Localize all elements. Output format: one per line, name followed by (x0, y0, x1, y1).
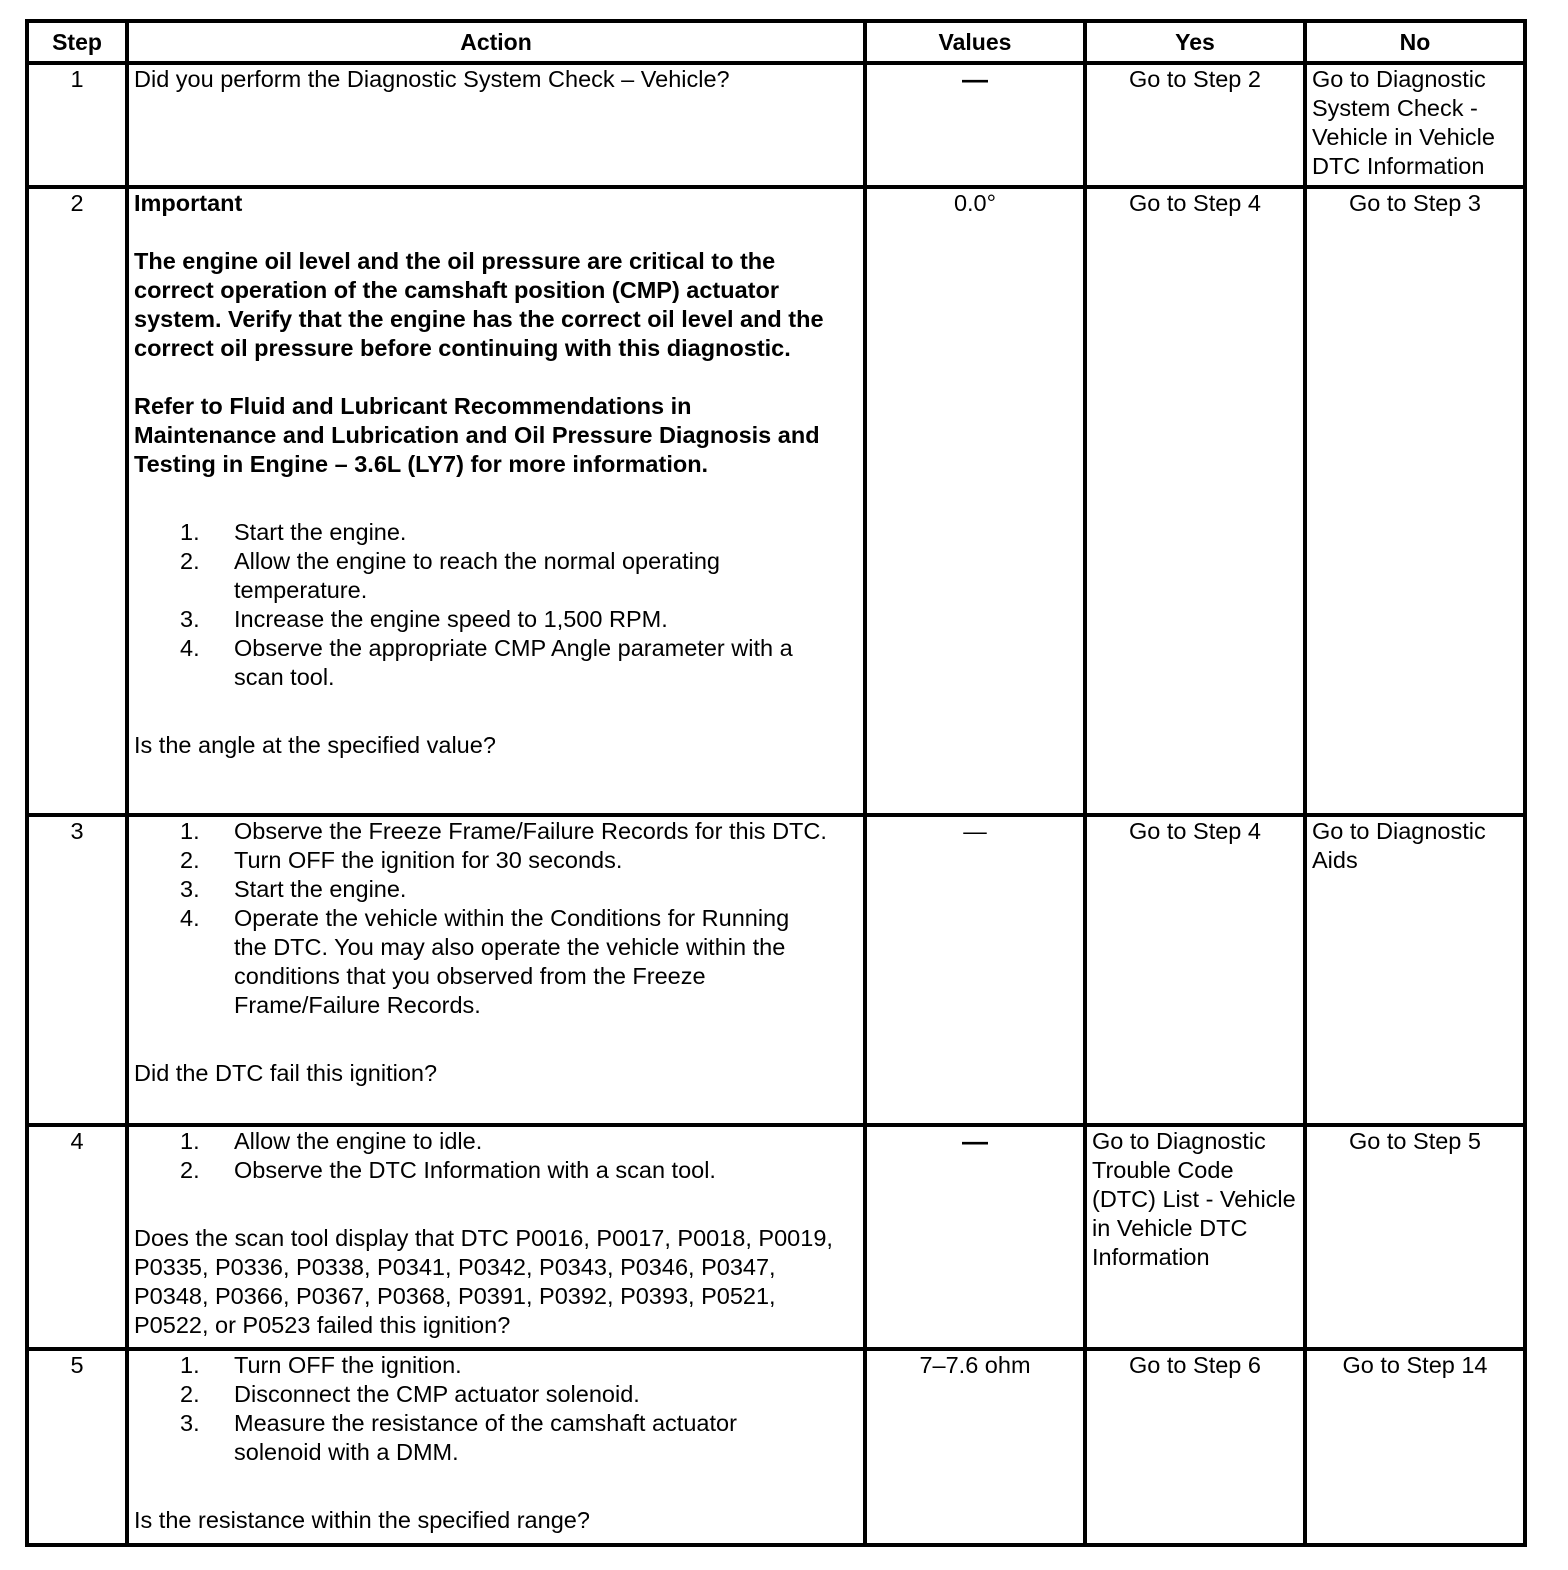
list-item: 2. Allow the engine to reach the normal operating temperature. (180, 548, 720, 603)
no-link[interactable]: Go to Diagnostic Aids (1312, 818, 1486, 873)
action-cell (127, 1125, 865, 1349)
value-text: 0.0° (953, 190, 997, 216)
no-cell (1305, 1349, 1525, 1545)
important-paragraph: Refer to Fluid and Lubricant Recommendations in Maintenance and Lubrication and Oil Pressure Diagnosis and Testing in Engine – 3.6L (LY7) for more information. (134, 393, 820, 477)
value-text: — (962, 1126, 988, 1156)
header-step: Step (27, 21, 127, 63)
no-link[interactable]: Go to Step 3 (1349, 190, 1481, 216)
table-row (27, 187, 1525, 815)
action-cell (127, 1349, 865, 1545)
action-cell (127, 815, 865, 1125)
list-item: 2. Disconnect the CMP actuator solenoid. (180, 1381, 640, 1407)
action-cell (127, 63, 865, 187)
yes-cell (1085, 815, 1305, 1125)
no-cell (1305, 63, 1525, 187)
step-number: 4 (27, 1125, 127, 1349)
header-values: Values (865, 21, 1085, 63)
table-row (27, 815, 1525, 1125)
step-number: 1 (27, 63, 127, 187)
no-cell (1305, 815, 1525, 1125)
substep-list (134, 817, 858, 1020)
important-paragraph: The engine oil level and the oil pressure are critical to the correct operation of the camshaft position (CMP) actuator system. Verify that the engine has the correct oil level and the correct oil pressure before continuing with this diagnostic. (134, 248, 824, 361)
value-text: — (962, 64, 988, 94)
table-row (27, 63, 1525, 187)
step-number: 2 (27, 187, 127, 815)
list-item: 4. Observe the appropriate CMP Angle parameter with a scan tool. (180, 635, 793, 690)
action-question: Is the angle at the specified value? (134, 732, 496, 758)
header-action: Action (127, 21, 865, 63)
table-row (27, 1349, 1525, 1545)
no-link[interactable]: Go to Diagnostic System Check - Vehicle in Vehicle DTC Information (1312, 66, 1495, 179)
substep-list (134, 1351, 858, 1467)
yes-link[interactable]: Go to Step 4 (1129, 818, 1261, 844)
substep-list (134, 518, 858, 692)
action-question: Is the resistance within the specified range? (134, 1507, 590, 1533)
yes-cell (1085, 187, 1305, 815)
no-link[interactable]: Go to Step 5 (1349, 1128, 1481, 1154)
action-cell (127, 187, 865, 815)
list-item: 1. Turn OFF the ignition. (180, 1352, 462, 1378)
no-link[interactable]: Go to Step 14 (1342, 1352, 1488, 1378)
list-item: 2. Turn OFF the ignition for 30 seconds. (180, 847, 623, 873)
yes-cell (1085, 1125, 1305, 1349)
header-row (27, 21, 1525, 63)
step-number: 3 (27, 815, 127, 1125)
list-item: 1. Allow the engine to idle. (180, 1128, 483, 1154)
list-item: 3. Start the engine. (180, 876, 407, 902)
action-question: Does the scan tool display that DTC P0016, P0017, P0018, P0019, P0335, P0336, P0338, P0341, P0342, P0343, P0346, P0347, P0348, P0366, P0367, P0368, P0391, P0392, P0393, P0521, P0522, or P0523 failed this ignition? (134, 1225, 833, 1338)
header-yes: Yes (1085, 21, 1305, 63)
list-item: 3. Measure the resistance of the camshaft actuator solenoid with a DMM. (180, 1410, 737, 1465)
yes-cell (1085, 63, 1305, 187)
list-item: 3. Increase the engine speed to 1,500 RPM. (180, 606, 668, 632)
action-question: Did you perform the Diagnostic System Check – Vehicle? (134, 66, 730, 92)
table-row (27, 1125, 1525, 1349)
no-cell (1305, 1125, 1525, 1349)
no-cell (1305, 187, 1525, 815)
list-item: 2. Observe the DTC Information with a scan tool. (180, 1157, 716, 1183)
value-cell (865, 815, 1085, 1125)
value-cell (865, 63, 1085, 187)
yes-cell (1085, 1349, 1305, 1545)
value-text: — (963, 818, 987, 844)
step-number: 5 (27, 1349, 127, 1545)
yes-link[interactable]: Go to Step 4 (1129, 190, 1261, 216)
value-text: 7–7.6 ohm (919, 1352, 1031, 1378)
value-cell (865, 187, 1085, 815)
value-cell (865, 1349, 1085, 1545)
diagnostic-table (25, 19, 1527, 1547)
substep-list (134, 1127, 858, 1185)
yes-link[interactable]: Go to Step 6 (1129, 1352, 1261, 1378)
list-item: 4. Operate the vehicle within the Conditions for Running the DTC. You may also operate the vehicle within the conditions that you observed from the Freeze Frame/Failure Records. (180, 905, 790, 1018)
header-no: No (1305, 21, 1525, 63)
yes-link[interactable]: Go to Step 2 (1129, 66, 1261, 92)
important-title: Important (134, 190, 243, 216)
action-question: Did the DTC fail this ignition? (134, 1060, 438, 1086)
list-item: 1. Observe the Freeze Frame/Failure Records for this DTC. (180, 818, 827, 844)
value-cell (865, 1125, 1085, 1349)
list-item: 1. Start the engine. (180, 519, 407, 545)
yes-link[interactable]: Go to Diagnostic Trouble Code (DTC) List - Vehicle in Vehicle DTC Information (1092, 1128, 1296, 1270)
